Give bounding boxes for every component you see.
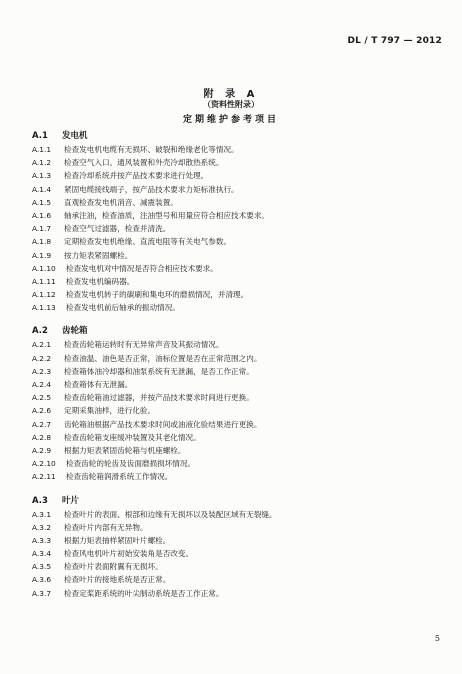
sections-container [32,130,432,600]
list-item [32,235,432,248]
item-number: A.2.6 [32,406,52,416]
item-text: 检查空气入口、通风装置和外壳冷却散热系统。 [64,158,224,168]
section-heading [32,325,432,338]
item-text: 检查齿轮箱支座缓冲装置及其老化情况。 [64,432,201,442]
item-text: 检查齿轮箱油过滤器，并按产品技术要求时间进行更换。 [64,393,254,403]
item-text: 检查箱体有无泄漏。 [64,380,133,389]
item-text: 检查定桨距系统的叶尖制动系统是否工作正常。 [64,588,224,598]
section-gap [32,314,432,325]
item-text: 检查空气过滤器，检查并清洗。 [64,224,171,234]
list-item [32,378,432,391]
section-heading [32,130,432,143]
list-item [32,365,432,378]
item-text: 根据力矩表抽样紧固叶片螺栓。 [64,535,171,545]
item-number: A.2.2 [32,353,52,363]
item-number: A.2.3 [32,366,52,376]
list-item [32,209,432,222]
item-number: A.2.5 [32,393,52,403]
item-number: A.3.1 [32,509,52,519]
list-item [32,587,432,600]
list-item [32,288,432,301]
item-text: 检查发电机转子的碳刷和集电环的磨损情况，并清理。 [66,290,249,300]
list-item [32,521,432,534]
list-item [32,183,432,196]
item-number: A.1.5 [32,197,52,207]
appendix-name: 定期维护参考项目 [182,115,279,125]
item-number: A.3.6 [32,575,52,585]
item-text: 检查箱体油冷却器和油泵系统有无泄漏，是否工作正常。 [64,366,254,376]
item-text: 检查齿轮的轮齿及齿面磨损损坏情况。 [66,459,196,469]
list-item [32,169,432,182]
item-number: A.3.4 [32,549,52,559]
item-text: 检查冷却系统并按产品技术要求进行处理。 [64,171,209,181]
list-item [32,418,432,431]
item-number: A.1.8 [32,237,52,247]
section-number: A.2 [32,326,48,337]
page-number: 5 [434,634,440,643]
list-item [32,431,432,444]
item-number: A.2.7 [32,419,52,429]
item-text: 轴承注油，检查油质，注油型号和用量应符合相应技术要求。 [64,210,270,220]
section-title: 齿轮箱 [62,326,88,337]
list-item [32,470,432,483]
item-number: A.2.10 [32,459,56,469]
list-item [32,262,432,275]
item-number: A.2.4 [32,380,52,389]
item-text: 检查叶片内部有无异物。 [64,522,148,532]
item-number: A.1.9 [32,250,52,260]
list-item [32,404,432,417]
item-number: A.2.11 [32,472,56,482]
list-item [32,143,432,156]
item-number: A.2.1 [32,340,52,350]
item-text: 紧固电缆接线端子，按产品技术要求力矩标准执行。 [64,184,239,194]
list-item [32,338,432,351]
item-text: 检查叶片的表面、根部和边缘有无损坏以及装配区域有无裂缝。 [64,509,277,519]
appendix-subtitle: （资料性附录） [203,100,259,109]
item-text: 根据力矩表紧固齿轮箱与机座螺栓。 [64,445,186,455]
appendix-title: 附 录 A [203,89,259,100]
section-number: A.3 [32,495,48,506]
item-number: A.1.1 [32,145,52,154]
item-text: 检查风电机叶片初始安装角是否改变。 [64,549,194,559]
list-item [32,301,432,314]
item-text: 按力矩表紧固螺栓。 [64,250,133,260]
item-text: 定期检查发电机绝缘、直流电阻等有关电气参数。 [64,237,232,247]
list-item [32,508,432,521]
list-item [32,352,432,365]
list-item [32,391,432,404]
item-number: A.1.10 [32,263,56,273]
item-number: A.1.6 [32,210,52,220]
item-number: A.1.12 [32,290,56,300]
item-text: 检查发电机对中情况是否符合相应技术要求。 [66,263,218,273]
list-item [32,560,432,573]
list-item [32,573,432,586]
list-item [32,222,432,235]
list-item [32,156,432,169]
item-number: A.1.13 [32,303,56,313]
list-item [32,275,432,288]
item-number: A.1.3 [32,171,52,181]
section-title: 发电机 [62,131,88,141]
section-number: A.1 [32,131,48,141]
item-text: 检查发电机电缆有无损坏、破裂和绝缘老化等情况。 [64,145,239,154]
item-text: 检查齿轮箱润滑系统工作情况。 [66,472,173,482]
item-number: A.1.4 [32,184,52,194]
item-text: 检查油温、油色是否正常，油标位置是否在正常范围之内。 [64,353,262,363]
item-number: A.2.9 [32,445,52,455]
list-item [32,457,432,470]
item-number: A.1.7 [32,224,52,234]
item-number: A.1.11 [32,276,56,286]
section-gap [32,484,432,495]
item-number: A.3.2 [32,522,52,532]
item-text: 直观检查发电机消音、减震装置。 [64,197,178,207]
list-item [32,249,432,262]
item-number: A.3.7 [32,588,52,598]
item-number: A.1.2 [32,158,52,168]
item-text: 齿轮箱油根据产品技术要求时间或油液化验结果进行更换。 [64,419,262,429]
section-title: 叶片 [62,495,80,506]
item-number: A.2.8 [32,432,52,442]
item-text: 检查发电机编码器。 [66,276,135,286]
item-text: 检查发电机前后轴承的振动情况。 [66,303,180,313]
item-text: 定期采集油样，进行化验。 [64,406,156,416]
list-item [32,444,432,457]
list-item [32,196,432,209]
standard-code: DL / T 797 — 2012 [347,36,442,46]
item-text: 检查齿轮箱运转时有无异常声音及其振动情况。 [64,340,224,350]
list-item [32,534,432,547]
item-number: A.3.3 [32,535,52,545]
item-text: 检查叶片表面附翼有无损坏。 [64,562,163,572]
item-text: 检查叶片的接地系统是否正常。 [64,575,171,585]
list-item [32,547,432,560]
item-number: A.3.5 [32,562,52,572]
section-heading [32,495,432,508]
